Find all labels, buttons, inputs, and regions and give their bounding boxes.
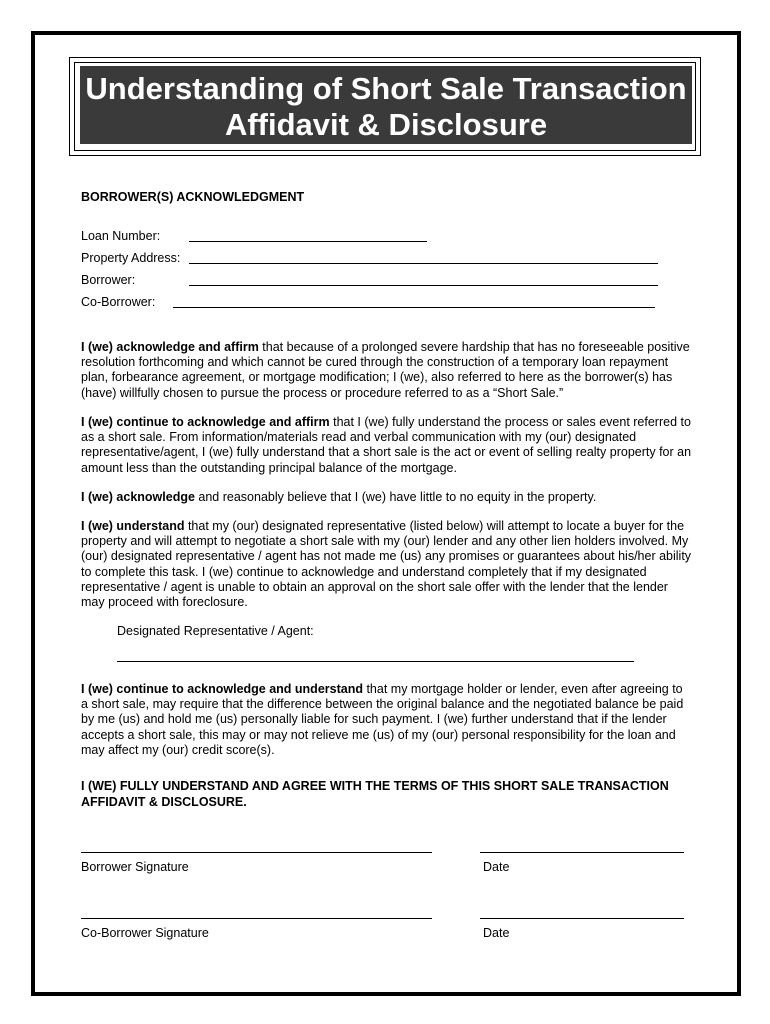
paragraph-acknowledge-affirm: I (we) acknowledge and affirm that because of a prolonged severe hardship that has no foreseeable positive resolution forthcoming and which cannot be cured through the construction of a temporary loan repayment plan, forbearance agreement, or mortgage modification; I (we), also referred to here as the borrower(s) has (have) willfully chosen to pursue the process or procedure referred to as a “Short Sale.” xyxy=(81,340,690,400)
designated-rep-line[interactable] xyxy=(117,661,634,662)
date-line-2[interactable] xyxy=(480,918,684,919)
co-borrower-label: Co-Borrower: xyxy=(81,295,156,309)
paragraph-continue-acknowledge: I (we) continue to acknowledge and affirm that I (we) fully understand the process or sales event referred to as a short sale. From information/materials read and verbal communication with my (our) designated representative/agent, I (we) fully understand that a short sale is the act or event of selling realty property for an amount less than the outstanding principal balance of the mortgage. xyxy=(81,415,692,475)
title-line-1: Understanding of Short Sale Transaction xyxy=(85,71,687,106)
co-borrower-signature-line[interactable] xyxy=(81,918,432,919)
borrower-signature-line[interactable] xyxy=(81,852,432,853)
title-banner xyxy=(80,66,692,144)
property-address-label: Property Address: xyxy=(81,251,181,265)
borrower-line[interactable] xyxy=(189,285,658,286)
paragraph-understand: I (we) understand that my (our) designated representative (listed below) will attempt to locate a buyer for the property and will attempt to negotiate a short sale with my (our) lender and any other lien holders involved. My (our) designated representative / agent has not made me (us) any promises or guarantees about his/her ability to complete this task. I (we) continue to acknowledge and understand completely that if my designated representative / agent is unable to obtain an approval on the short sale offer with the lender that the lender may proceed with foreclosure. xyxy=(81,519,692,610)
loan-number-line[interactable] xyxy=(189,241,427,242)
final-statement: I (WE) FULLY UNDERSTAND AND AGREE WITH THE TERMS OF THIS SHORT SALE TRANSACTION AFFIDAVIT & DISCLOSURE. xyxy=(81,779,669,809)
date-line-1[interactable] xyxy=(480,852,684,853)
date-label-1: Date xyxy=(483,860,510,874)
borrower-signature-label: Borrower Signature xyxy=(81,860,189,874)
borrower-label: Borrower: xyxy=(81,273,136,287)
designated-rep-label: Designated Representative / Agent: xyxy=(117,624,314,638)
date-label-2: Date xyxy=(483,926,510,940)
co-borrower-line[interactable] xyxy=(173,307,655,308)
paragraph-equity: I (we) acknowledge and reasonably believe that I (we) have little to no equity in the property. xyxy=(81,490,597,504)
loan-number-label: Loan Number: xyxy=(81,229,161,243)
acknowledgment-heading: BORROWER(S) ACKNOWLEDGMENT xyxy=(81,190,305,204)
property-address-line[interactable] xyxy=(189,263,658,264)
title-line-2: Affidavit & Disclosure xyxy=(224,107,548,142)
paragraph-liability: I (we) continue to acknowledge and understand that my mortgage holder or lender, even after agreeing to a short sale, may require that the difference between the original balance and the negotiated balance be paid by me (us) and hold me (us) personally liable for such payment. I (we) further understand that if the lender accepts a short sale, this may or may not relieve me (us) of my (our) personal responsibility for the loan and may affect my (our) credit score(s). xyxy=(81,682,684,757)
co-borrower-signature-label: Co-Borrower Signature xyxy=(81,926,209,940)
